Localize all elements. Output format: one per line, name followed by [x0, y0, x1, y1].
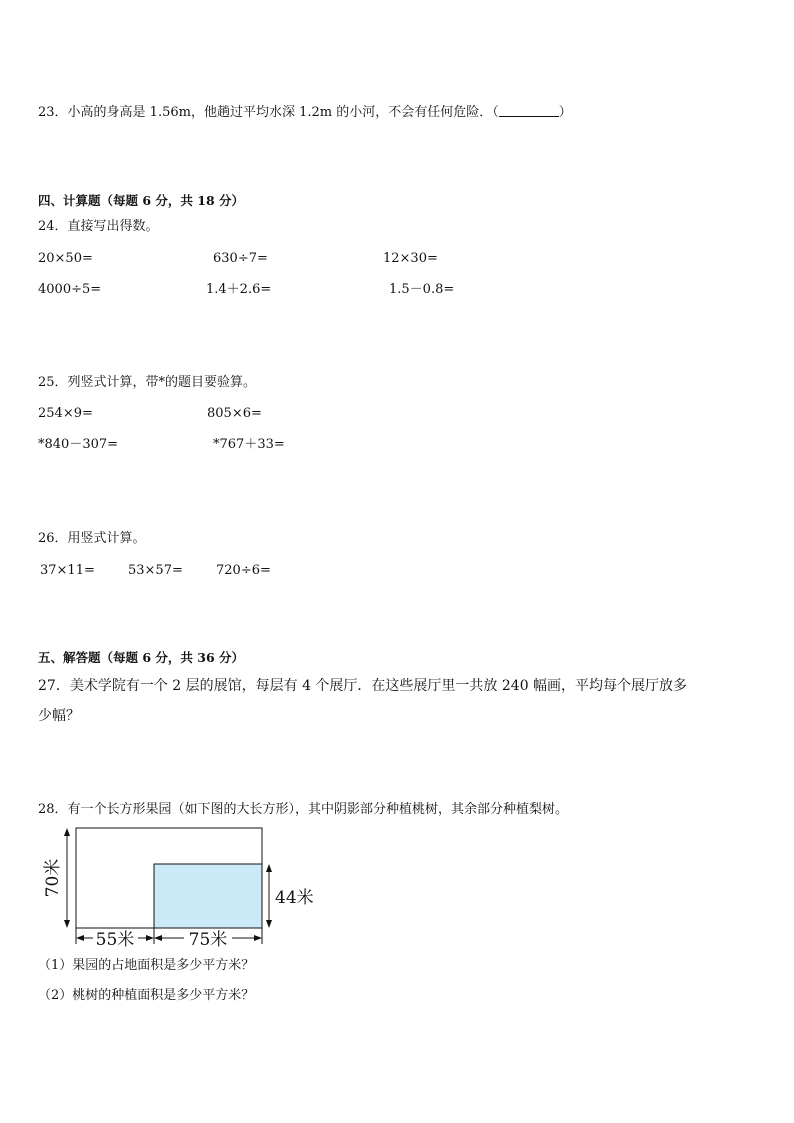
question-26-title: 26．用竖式计算。 — [38, 531, 146, 546]
arrow-up-icon — [64, 828, 70, 836]
height-label: 70米 — [43, 858, 63, 898]
arrow-up-icon — [266, 864, 272, 872]
question-23-text: 23． — [38, 105, 68, 120]
q26-item: 720÷6= — [216, 563, 271, 578]
inner-height-label: 44米 — [275, 888, 314, 908]
paren-close: ） — [558, 105, 572, 120]
paren-open: （ — [492, 105, 499, 120]
q25-item: *840－307= — [38, 437, 119, 452]
q26-item: 53×57= — [128, 563, 183, 578]
question-23-body: 小高的身高是 1.56m，他趟过平均水深 1.2m 的小河，不会有任何危险． — [67, 105, 493, 120]
q24-item: 12×30= — [383, 251, 438, 266]
q24-item: 4000÷5= — [38, 282, 102, 297]
question-28-sub-2: （2）桃树的种植面积是多少平方米？ — [38, 988, 255, 1003]
question-28-sub-1: （1）果园的占地面积是多少平方米？ — [38, 958, 255, 973]
q25-item: 805×6= — [207, 406, 262, 421]
q24-item: 630÷7= — [213, 251, 268, 266]
arrow-left-icon — [154, 935, 162, 941]
arrow-left-icon — [76, 935, 84, 941]
q25-item: 254×9= — [38, 406, 93, 421]
question-27-line-2: 少幅？ — [38, 708, 80, 724]
arrow-down-icon — [266, 920, 272, 928]
section-4-title: 四、计算题（每题 6 分，共 18 分） — [38, 193, 245, 208]
question-25-title: 25．列竖式计算，带*的题目要验算。 — [38, 375, 257, 390]
answer-blank[interactable] — [499, 104, 559, 117]
q26-item: 37×11= — [40, 563, 95, 578]
arrow-down-icon — [64, 920, 70, 928]
q24-item: 1.5－0.8= — [389, 282, 455, 297]
right-width-label: 75米 — [188, 930, 228, 950]
orchard-diagram — [38, 826, 338, 950]
arrow-right-icon — [146, 935, 154, 941]
question-27-line-1: 27．美术学院有一个 2 层的展馆，每层有 4 个展厅．在这些展厅里一共放 240 幅画，平均每个展厅放多 — [38, 678, 688, 694]
question-24-title: 24．直接写出得数。 — [38, 219, 159, 234]
peach-area-rect — [154, 864, 262, 928]
question-23 — [38, 104, 572, 122]
left-width-label: 55米 — [95, 930, 135, 950]
arrow-right-icon — [254, 935, 262, 941]
section-5-title: 五、解答题（每题 6 分，共 36 分） — [38, 650, 245, 665]
q24-item: 1.4＋2.6= — [206, 282, 272, 297]
q25-item: *767＋33= — [213, 437, 285, 452]
question-28-title: 28．有一个长方形果园（如下图的大长方形），其中阴影部分种植桃树，其余部分种植梨树。 — [38, 802, 569, 817]
q24-item: 20×50= — [38, 251, 93, 266]
